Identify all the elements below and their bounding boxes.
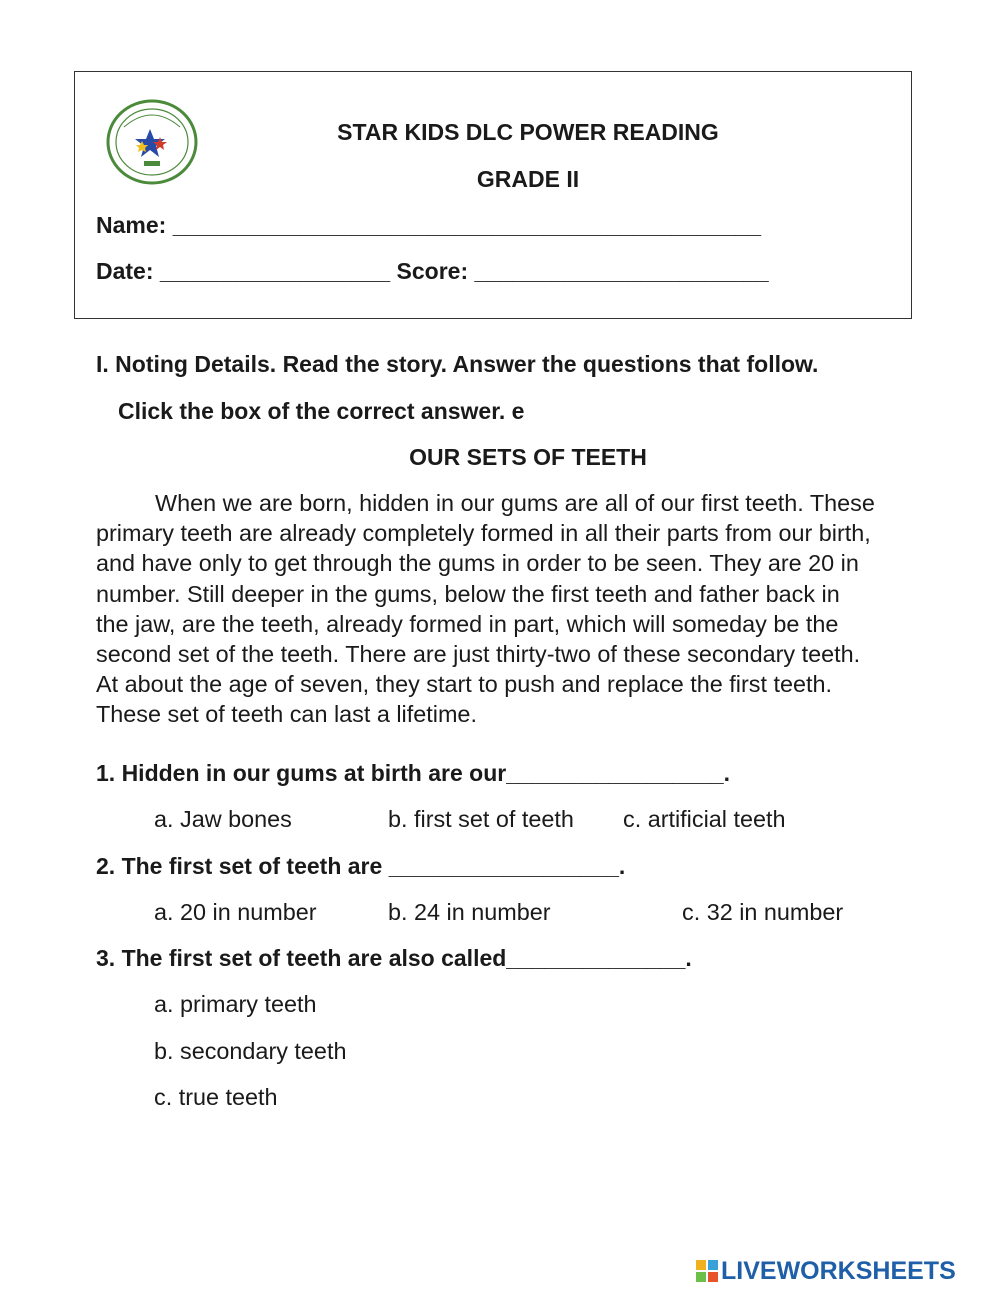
question-1: 1. Hidden in our gums at birth are our_________________. [96, 760, 731, 786]
q1-option-b[interactable]: b. first set of teeth [388, 806, 574, 832]
story-line: These set of teeth can last a lifetime. [96, 701, 477, 728]
story-paragraph [96, 488, 976, 730]
story-line: When we are born, hidden in our gums are all of our first teeth. These [155, 490, 875, 516]
instruction-line-1: I. Noting Details. Read the story. Answer the questions that follow. [96, 351, 819, 377]
story-title: OUR SETS OF TEETH [409, 444, 647, 470]
q3-option-b[interactable]: b. secondary teeth [154, 1038, 347, 1064]
q2-option-a[interactable]: a. 20 in number [154, 899, 317, 925]
date-score-field[interactable]: Date: __________________ Score: _______________________ [96, 258, 769, 284]
story-line: the jaw, are the teeth, already formed in part, which will someday be the [96, 610, 839, 637]
instruction-line-2: Click the box of the correct answer. e [118, 398, 525, 424]
story-line: primary teeth are already completely formed in all their parts from our birth, [96, 520, 871, 547]
q1-option-c[interactable]: c. artificial teeth [623, 806, 786, 832]
q2-option-b[interactable]: b. 24 in number [388, 899, 551, 925]
liveworksheets-icon [696, 1260, 718, 1282]
q1-option-a[interactable]: a. Jaw bones [154, 806, 292, 832]
question-2: 2. The first set of teeth are __________________. [96, 853, 626, 879]
story-line: At about the age of seven, they start to push and replace the first teeth. [96, 671, 832, 698]
story-line: number. Still deeper in the gums, below the first teeth and father back in [96, 580, 840, 607]
q3-option-a[interactable]: a. primary teeth [154, 991, 317, 1017]
story-line: second set of the teeth. There are just thirty-two of these secondary teeth. [96, 641, 861, 668]
question-3: 3. The first set of teeth are also called______________. [96, 945, 692, 971]
story-line: and have only to get through the gums in order to be seen. They are 20 in [96, 550, 859, 577]
name-field[interactable]: Name: ______________________________________________ [96, 212, 762, 238]
q2-option-c[interactable]: c. 32 in number [682, 899, 844, 925]
grade-label: GRADE II [476, 166, 580, 192]
worksheet-title: STAR KIDS DLC POWER READING [337, 119, 719, 145]
brand-text: LIVEWORKSHEETS [721, 1257, 956, 1285]
q3-option-c[interactable]: c. true teeth [154, 1084, 278, 1110]
